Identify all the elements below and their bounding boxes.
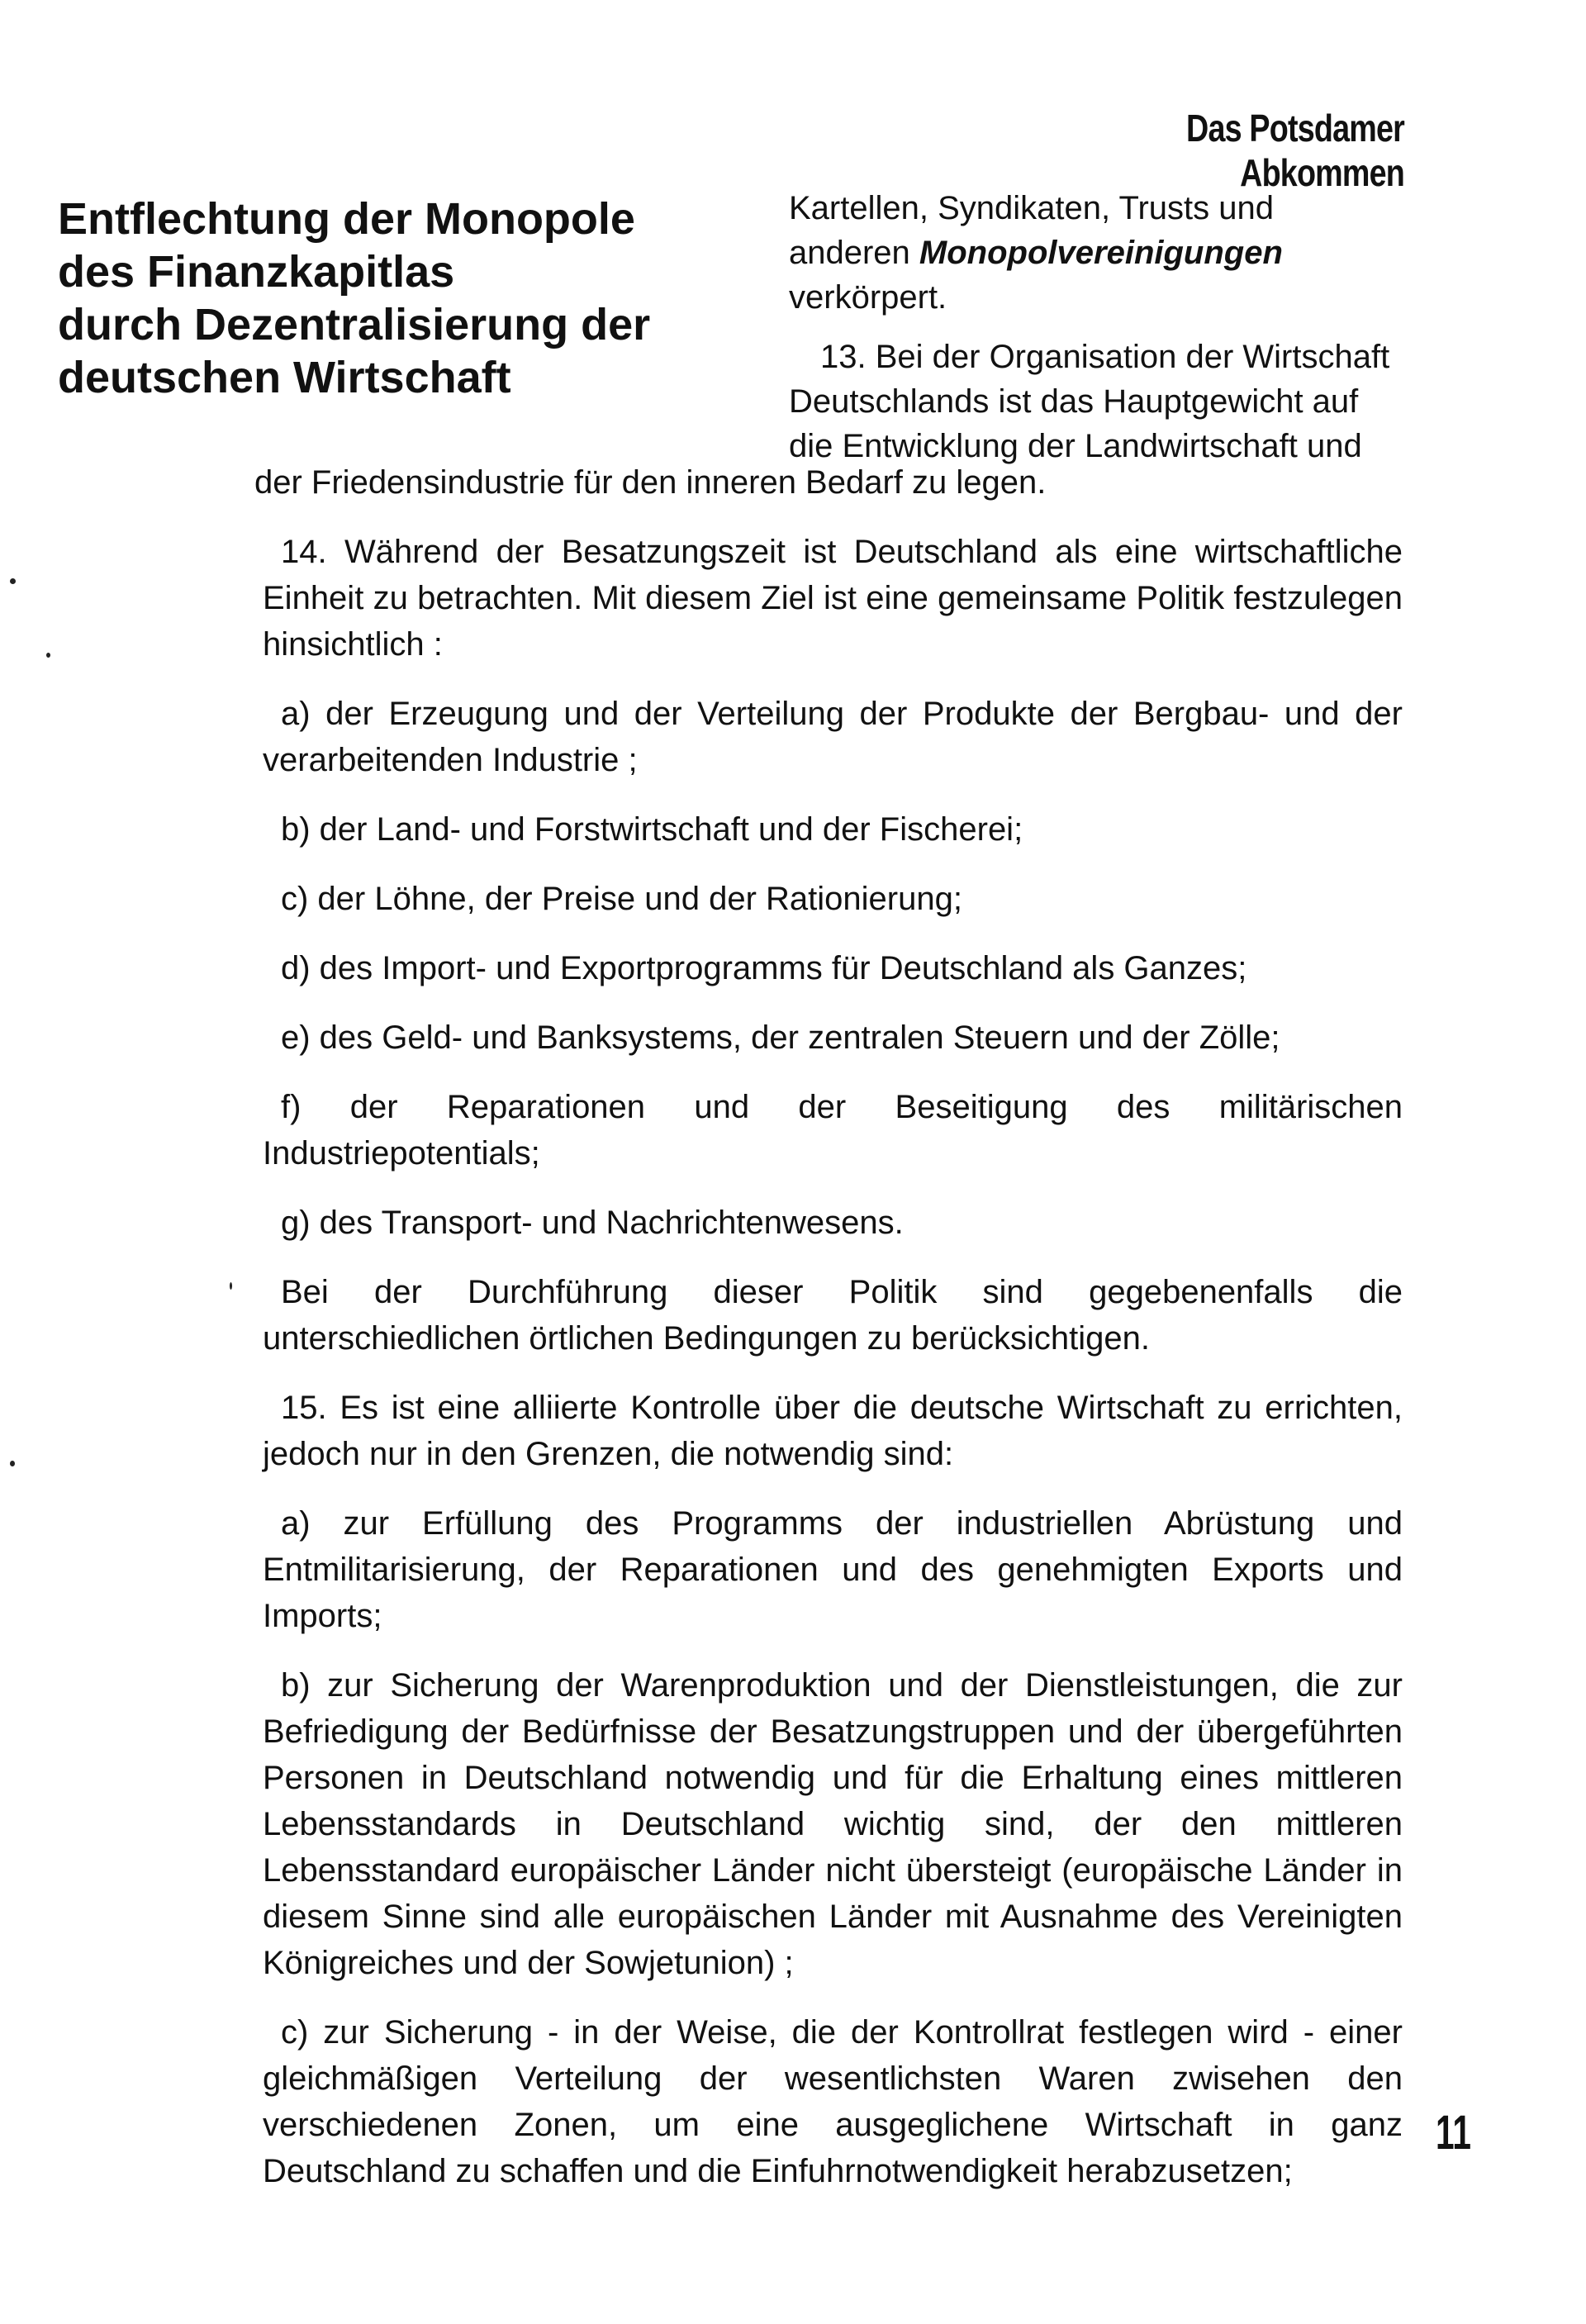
heading-line: durch Dezentralisierung der — [58, 300, 651, 349]
list-item-c: c) der Löhne, der Preise und der Rationierung; — [281, 881, 962, 917]
page-number: 11 — [1436, 2106, 1471, 2160]
scan-speck — [10, 1461, 15, 1466]
heading-line: des Finanzkapitlas — [58, 247, 455, 297]
list-item-15c: c) zur Sicherung - in der Weise, die der Kontrollrat festlegen wird - einer gleichmäßigen Verteilung der wesentlichsten Waren zwisehen den verschiedenen Zonen, um eine ausgeglichene Wirtschaft in ganz Deutschland zu schaffen und die Einfuhrnotwendigkeit herabzusetzen; — [263, 2014, 1403, 2189]
paragraph-14: 14. Während der Besatzungszeit ist Deutschland als eine wirtschaftliche Einheit zu betrachten. Mit diesem Ziel ist eine gemeinsame Politik festzulegen hinsichtlich : — [263, 534, 1403, 663]
scan-speck — [46, 653, 50, 658]
paragraph-policy-note: Bei der Durchführung dieser Politik sind gegebenenfalls die unterschiedlichen örtlichen Bedingungen zu berücksichtigen. — [263, 1274, 1403, 1357]
body-text — [263, 529, 1403, 2217]
list-item-15a: a) zur Erfüllung des Programms der industriellen Abrüstung und Entmilitarisierung, der Reparationen und des genehmigten Exports und Imports; — [263, 1505, 1403, 1634]
paragraph-continuation — [789, 186, 1396, 320]
list-item-a: a) der Erzeugung und der Verteilung der Produkte der Bergbau- und der verarbeitenden Industrie ; — [263, 696, 1403, 778]
paragraph-15: 15. Es ist eine alliierte Kontrolle über die deutsche Wirtschaft zu errichten, jedoch nur in den Grenzen, die notwendig sind: — [263, 1390, 1403, 1472]
paragraph-13-tail: der Friedensindustrie für den inneren Bedarf zu legen. — [254, 464, 1047, 501]
emphasized-term: Monopolvereinigungen — [919, 235, 1283, 271]
list-item-b: b) der Land- und Forstwirtschaft und der Fischerei; — [281, 811, 1023, 848]
list-item-15b: b) zur Sicherung der Warenproduktion und der Dienstleistungen, die zur Befriedigung der Bedürfnisse der Besatzungstruppen und der übergeführten Personen in Deutschland notwendig und für die Erhaltung eines mittleren Lebensstandards in Deutschland wichtig sind, der den mittleren Lebensstandard europäischer Länder nicht übersteigt (europäische Länder in diesem Sinne sind alle europäischen Länder mit Ausnahme des Vereinigten Königreiches und der Sowjetunion) ; — [263, 1667, 1403, 1981]
continuation-text: Kartellen, Syndikaten, Trusts und anderen — [789, 190, 1274, 271]
scan-speck — [230, 1282, 232, 1290]
heading-line: deutschen Wirtschaft — [58, 353, 511, 402]
list-item-e: e) des Geld- und Banksystems, der zentralen Steuern und der Zölle; — [281, 1019, 1280, 1056]
list-item-g: g) des Transport- und Nachrichtenwesens. — [281, 1205, 904, 1241]
paragraph-13: 13. Bei der Organisation der Wirtschaft Deutschlands ist das Hauptgewicht auf die Entwicklung der Landwirtschaft und — [789, 339, 1390, 464]
right-column — [789, 186, 1396, 468]
scan-speck — [10, 578, 16, 584]
heading-line: Entflechtung der Monopole — [58, 194, 635, 244]
list-item-f: f) der Reparationen und der Beseitigung des militärischen Industriepotentials; — [263, 1089, 1403, 1172]
list-item-d: d) des Import- und Exportprogramms für Deutschland als Ganzes; — [281, 950, 1247, 986]
section-heading — [58, 192, 735, 404]
continuation-text-end: verkörpert. — [789, 279, 947, 316]
running-header: Das Potsdamer Abkommen — [1186, 107, 1404, 194]
